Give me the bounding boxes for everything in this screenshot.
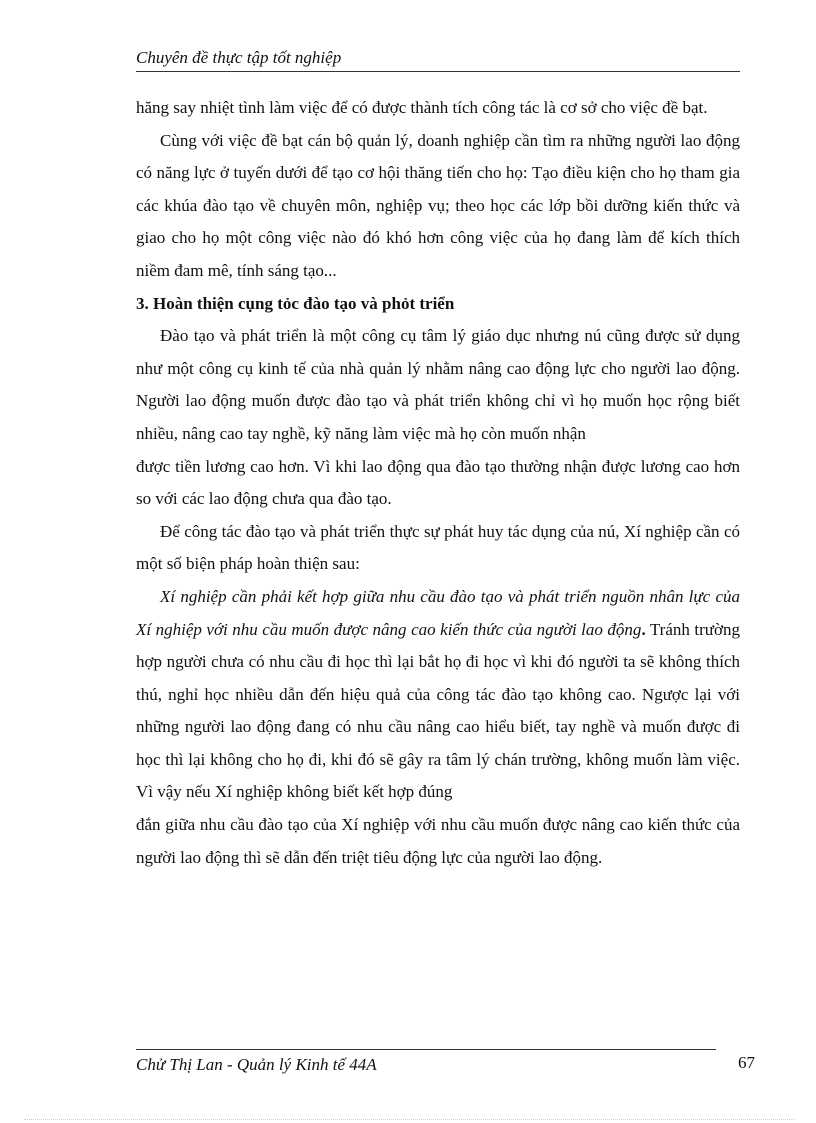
paragraph-conclusion: đắn giữa nhu cầu đào tạo của Xí nghiệp với nhu cầu muốn được nâng cao kiến thức của người lao động thì sẽ dẫn đến triệt tiêu động lực của người lao động. xyxy=(136,815,740,867)
emphasis-text: Xí nghiệp cần phải kết hợp giữa nhu cầu đào tạo và phát triển nguồn nhân lực của Xí nghiệp với nhu cầu muốn được nâng cao kiến thức của người lao động xyxy=(136,586,740,639)
paragraph-continuation: hăng say nhiệt tình làm việc để có được thành tích công tác là cơ sở cho việc đề bạt. xyxy=(136,98,708,117)
paragraph-salary: được tiền lương cao hơn. Vì khi lao động qua đào tạo thường nhận được lương cao hơn so với các lao động chưa qua đào tạo. xyxy=(136,456,740,509)
paragraph-text: Tránh trường hợp người chưa có nhu cầu đi học thì lại bắt họ đi học vì khi đó người ta sẽ không thích thú, nghỉ học nhiều dẫn đến hiệu quả của công tác đào tạo không cao. Ngược lại với những người lao động đang có nhu cầu nâng cao hiểu biết, tay nghề và muốn được đi học thì lại không cho họ đi, khi đó sẽ gây ra tâm lý chán trường, không muốn làm việc. Vì vậy nếu Xí nghiệp không biết kết hợp đúng xyxy=(136,619,740,802)
running-header: Chuyên đề thực tập tốt nghiệp xyxy=(136,48,342,67)
paragraph-measures: Để công tác đào tạo và phát triển thực sự phát huy tác dụng của nú, Xí nghiệp cần có một số biện pháp hoàn thiện sau: xyxy=(136,521,740,574)
footer-divider xyxy=(136,1049,716,1050)
emphasis-period: . xyxy=(641,619,646,639)
paragraph-promotion: Cùng với việc đề bạt cán bộ quản lý, doanh nghiệp cần tìm ra những người lao động có năng lực ở tuyến dưới để tạo cơ hội thăng tiến cho họ: Tạo điều kiện cho họ tham gia các khúa đào tạo về chuyên môn, nghiệp vụ; theo học các lớp bồi dưỡng kiến thức và giao cho họ một công việc nào đó khó hơn công việc của họ đang làm để kích thích niềm đam mê, tính sáng tạo... xyxy=(136,130,740,280)
header-divider xyxy=(136,71,740,72)
section-heading: 3. Hoàn thiện cụng tỏc đào tạo và phỏt triển xyxy=(136,293,455,313)
paragraph-combine-needs xyxy=(136,581,740,809)
page-bottom-border xyxy=(24,1119,794,1120)
footer-author: Chử Thị Lan - Quản lý Kinh tế 44A xyxy=(136,1055,377,1074)
page-number: 67 xyxy=(738,1053,755,1072)
page-body xyxy=(136,92,740,874)
paragraph-training-intro: Đào tạo và phát triển là một công cụ tâm lý giáo dục nhưng nú cũng được sử dụng như một công cụ kinh tế của nhà quản lý nhằm nâng cao động lực cho người lao động. Người lao động muốn được đào tạo và phát triển không chỉ vì họ muốn học rộng biết nhiều, nâng cao tay nghề, kỹ năng làm việc mà họ còn muốn nhận xyxy=(136,326,740,443)
